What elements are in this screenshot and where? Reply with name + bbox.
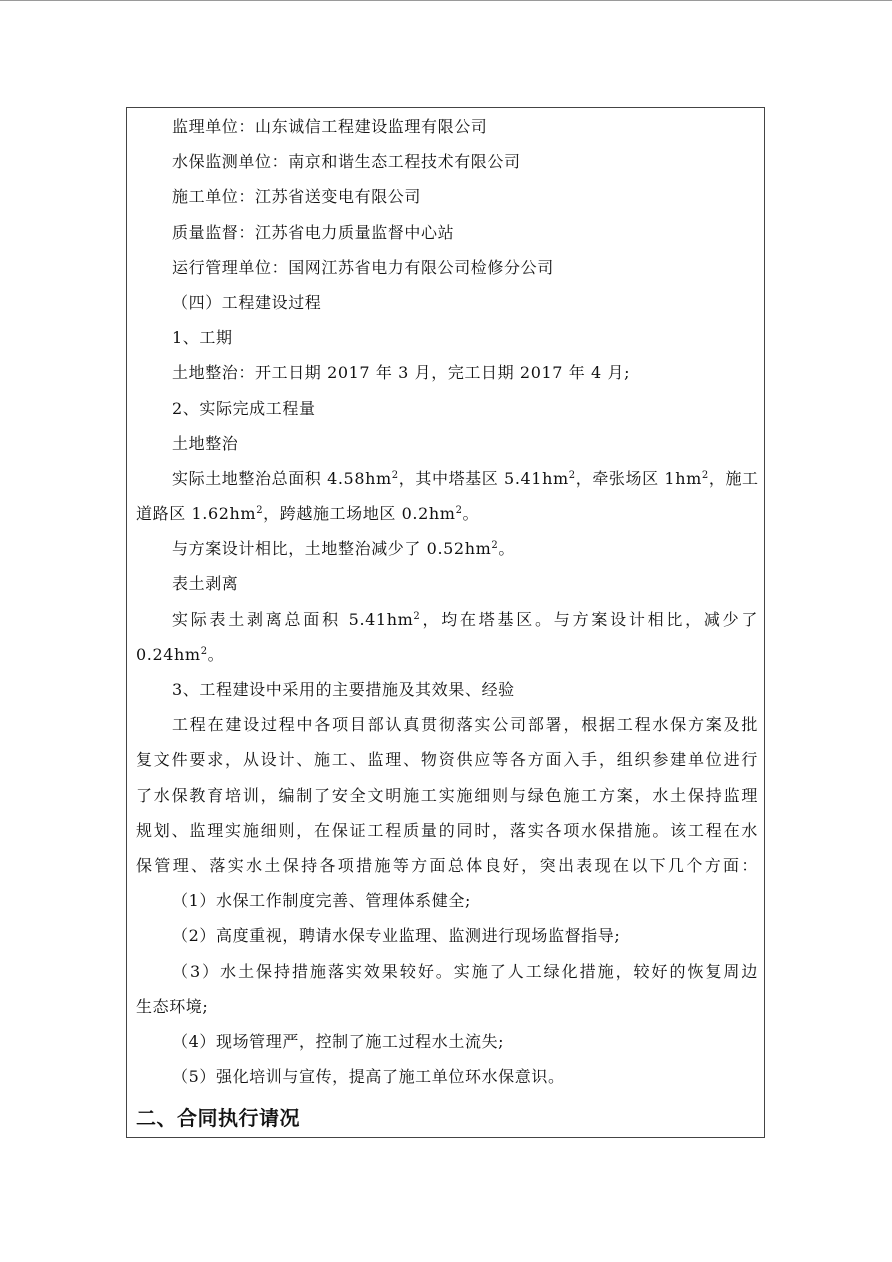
operation-unit-line: 运行管理单位：国网江苏省电力有限公司检修分公司 [172,257,554,277]
measures-subheading: 3、工程建设中采用的主要措施及其效果、经验 [172,680,515,699]
measure-item-2: （2）高度重视，聘请水保专业监理、监测进行现场监督指导; [172,926,621,946]
measures-para-line-5: 保管理、落实水土保持各项措施等方面总体良好，突出表现在以下几个方面： [136,855,758,875]
quantity-subheading: 2、实际完成工程量 [172,398,316,418]
contract-execution-heading: 二、合同执行请况 [136,1106,300,1131]
land-rehab-title: 土地整治 [172,433,239,453]
land-rehab-area-line-2: 道路区 $1.62hm^2$，跨越施工场地区 $0.2hm^2$。 [136,504,480,524]
measures-para-line-3: 了水保教育培训，编制了安全文明施工实施细则与绿色施工方案，水土保持监理 [136,785,758,805]
section-four-heading: （四）工程建设过程 [172,292,322,312]
topsoil-line-1: 实际表土剥离总面积 $5.41hm^2$，均在塔基区。与方案设计相比，减少了 [172,609,758,629]
measure-item-1: （1）水保工作制度完善、管理体系健全; [172,891,471,911]
land-rehab-comparison-line: 与方案设计相比，土地整治减少了 $0.52hm^2$。 [172,539,515,559]
schedule-subheading: 1、工期 [172,328,233,348]
construction-unit-line: 施工单位：江苏省送变电有限公司 [172,187,422,207]
measure-item-5: （5）强化培训与宣传，提高了施工单位环水保意识。 [172,1067,565,1087]
topsoil-title: 表土剥离 [172,574,239,594]
measures-para-line-1: 工程在建设过程中各项目部认真贯彻落实公司部署，根据工程水保方案及批 [172,715,758,735]
quality-supervision-line: 质量监督：江苏省电力质量监督中心站 [172,222,455,242]
measure-item-3: （3）水土保持措施落实效果较好。实施了人工绿化措施，较好的恢复周边 [172,961,758,981]
measure-item-4: （4）现场管理严，控制了施工过程水土流失; [172,1031,505,1051]
document-body [136,109,758,1142]
supervision-unit-line: 监理单位：山东诚信工程建设监理有限公司 [172,117,488,136]
measures-para-line-2: 复文件要求，从设计、施工、监理、物资供应等各方面入手，组织参建单位进行 [136,750,758,770]
topsoil-line-2: $0.24hm^2$。 [136,644,225,664]
page-top-rule [0,0,892,1]
land-rehab-schedule-line: 土地整治：开工日期 2017 年 3 月，完工日期 2017 年 4 月; [172,363,631,383]
measures-para-line-4: 规划、监理实施细则，在保证工程质量的同时，落实各项水保措施。该工程在水 [136,820,758,840]
land-rehab-area-line-1: 实际土地整治总面积 $4.58hm^2$，其中塔基区 $5.41hm^2$，牵张场区 $1hm^2$，施工 [172,468,759,488]
monitoring-unit-line: 水保监测单位：南京和谐生态工程技术有限公司 [172,152,521,172]
measure-item-3-continued: 生态环境; [136,996,209,1016]
